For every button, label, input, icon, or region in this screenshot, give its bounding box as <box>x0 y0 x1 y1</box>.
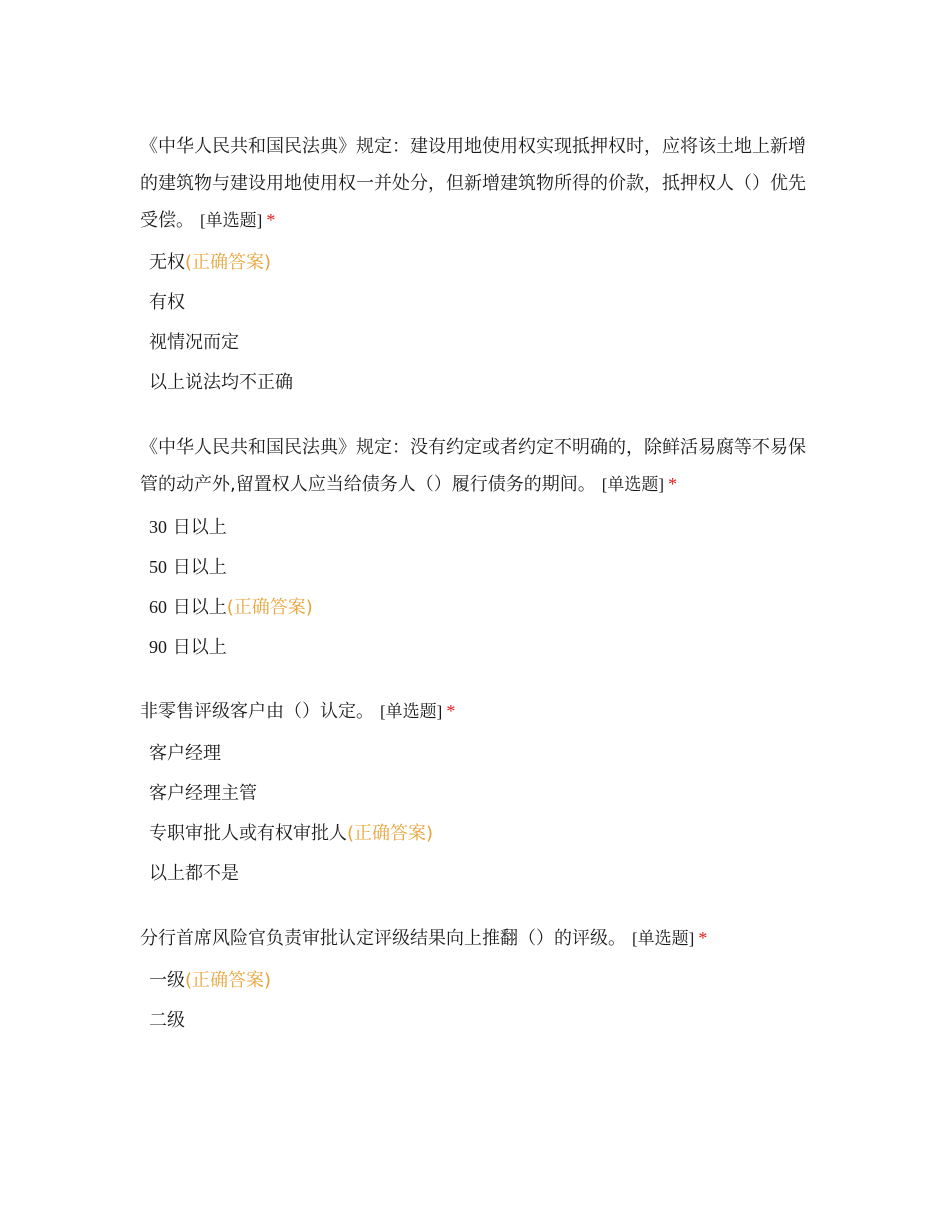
question-2 <box>140 429 820 667</box>
question-3 <box>140 693 820 894</box>
option-label: 日以上 <box>172 517 227 538</box>
option-label: 视情况而定 <box>149 332 239 353</box>
question-1 <box>140 128 820 403</box>
option-label: 专职审批人或有权审批人 <box>149 823 347 844</box>
option-list <box>140 507 820 667</box>
required-mark: * <box>698 928 708 948</box>
correct-answer-mark: (正确答案) <box>347 823 434 844</box>
option[interactable] <box>149 243 820 283</box>
required-mark: * <box>266 210 276 230</box>
option[interactable] <box>149 1001 820 1041</box>
option-label: 日以上 <box>172 597 227 618</box>
required-mark: * <box>446 701 456 721</box>
correct-answer-mark: (正确答案) <box>185 970 272 991</box>
option-list <box>140 734 820 894</box>
option[interactable] <box>149 774 820 814</box>
question-type-tag: [单选题] <box>632 929 695 948</box>
correct-answer-mark: (正确答案) <box>226 597 313 618</box>
option-label: 客户经理 <box>149 743 221 764</box>
option-number: 90 <box>149 637 167 657</box>
option-list <box>140 243 820 403</box>
option-label: 有权 <box>149 292 185 313</box>
question-text <box>140 693 820 730</box>
quiz-document <box>140 128 820 1067</box>
option[interactable] <box>149 547 820 587</box>
question-body: 《中华人民共和国民法典》规定：没有约定或者约定不明确的，除鲜活易腐等不易保管的动产外,留置权人应当给债务人（）履行债务的期间。 <box>140 437 806 495</box>
option-label: 日以上 <box>172 557 227 578</box>
option-number: 50 <box>149 557 167 577</box>
option[interactable] <box>149 323 820 363</box>
option-number: 30 <box>149 517 167 537</box>
option-label: 二级 <box>149 1010 185 1031</box>
question-type-tag: [单选题] <box>200 211 263 230</box>
option[interactable] <box>149 507 820 547</box>
question-body: 非零售评级客户由（）认定。 <box>140 701 374 722</box>
option[interactable] <box>149 961 820 1001</box>
required-mark: * <box>668 474 678 494</box>
option-label: 无权 <box>149 252 185 273</box>
question-type-tag: [单选题] <box>601 475 665 494</box>
option[interactable] <box>149 363 820 403</box>
question-text <box>140 429 820 503</box>
question-text <box>140 128 820 239</box>
option[interactable] <box>149 854 820 894</box>
question-body: 分行首席风险官负责审批认定评级结果向上推翻（）的评级。 <box>140 928 626 949</box>
option-label: 以上都不是 <box>149 863 239 884</box>
question-body: 《中华人民共和国民法典》规定：建设用地使用权实现抵押权时，应将该土地上新增的建筑物与建设用地使用权一并处分，但新增建筑物所得的价款，抵押权人（）优先受偿。 <box>140 136 806 231</box>
option[interactable] <box>149 734 820 774</box>
option-label: 日以上 <box>172 637 227 658</box>
correct-answer-mark: (正确答案) <box>185 252 272 273</box>
option-number: 60 <box>149 597 167 617</box>
option[interactable] <box>149 627 820 667</box>
option-list <box>140 961 820 1041</box>
option[interactable] <box>149 814 820 854</box>
option-label: 客户经理主管 <box>149 783 257 804</box>
option[interactable] <box>149 587 820 627</box>
question-text <box>140 920 820 957</box>
option-label: 以上说法均不正确 <box>149 372 293 393</box>
question-4 <box>140 920 820 1041</box>
question-type-tag: [单选题] <box>380 702 443 721</box>
option[interactable] <box>149 283 820 323</box>
option-label: 一级 <box>149 970 185 991</box>
